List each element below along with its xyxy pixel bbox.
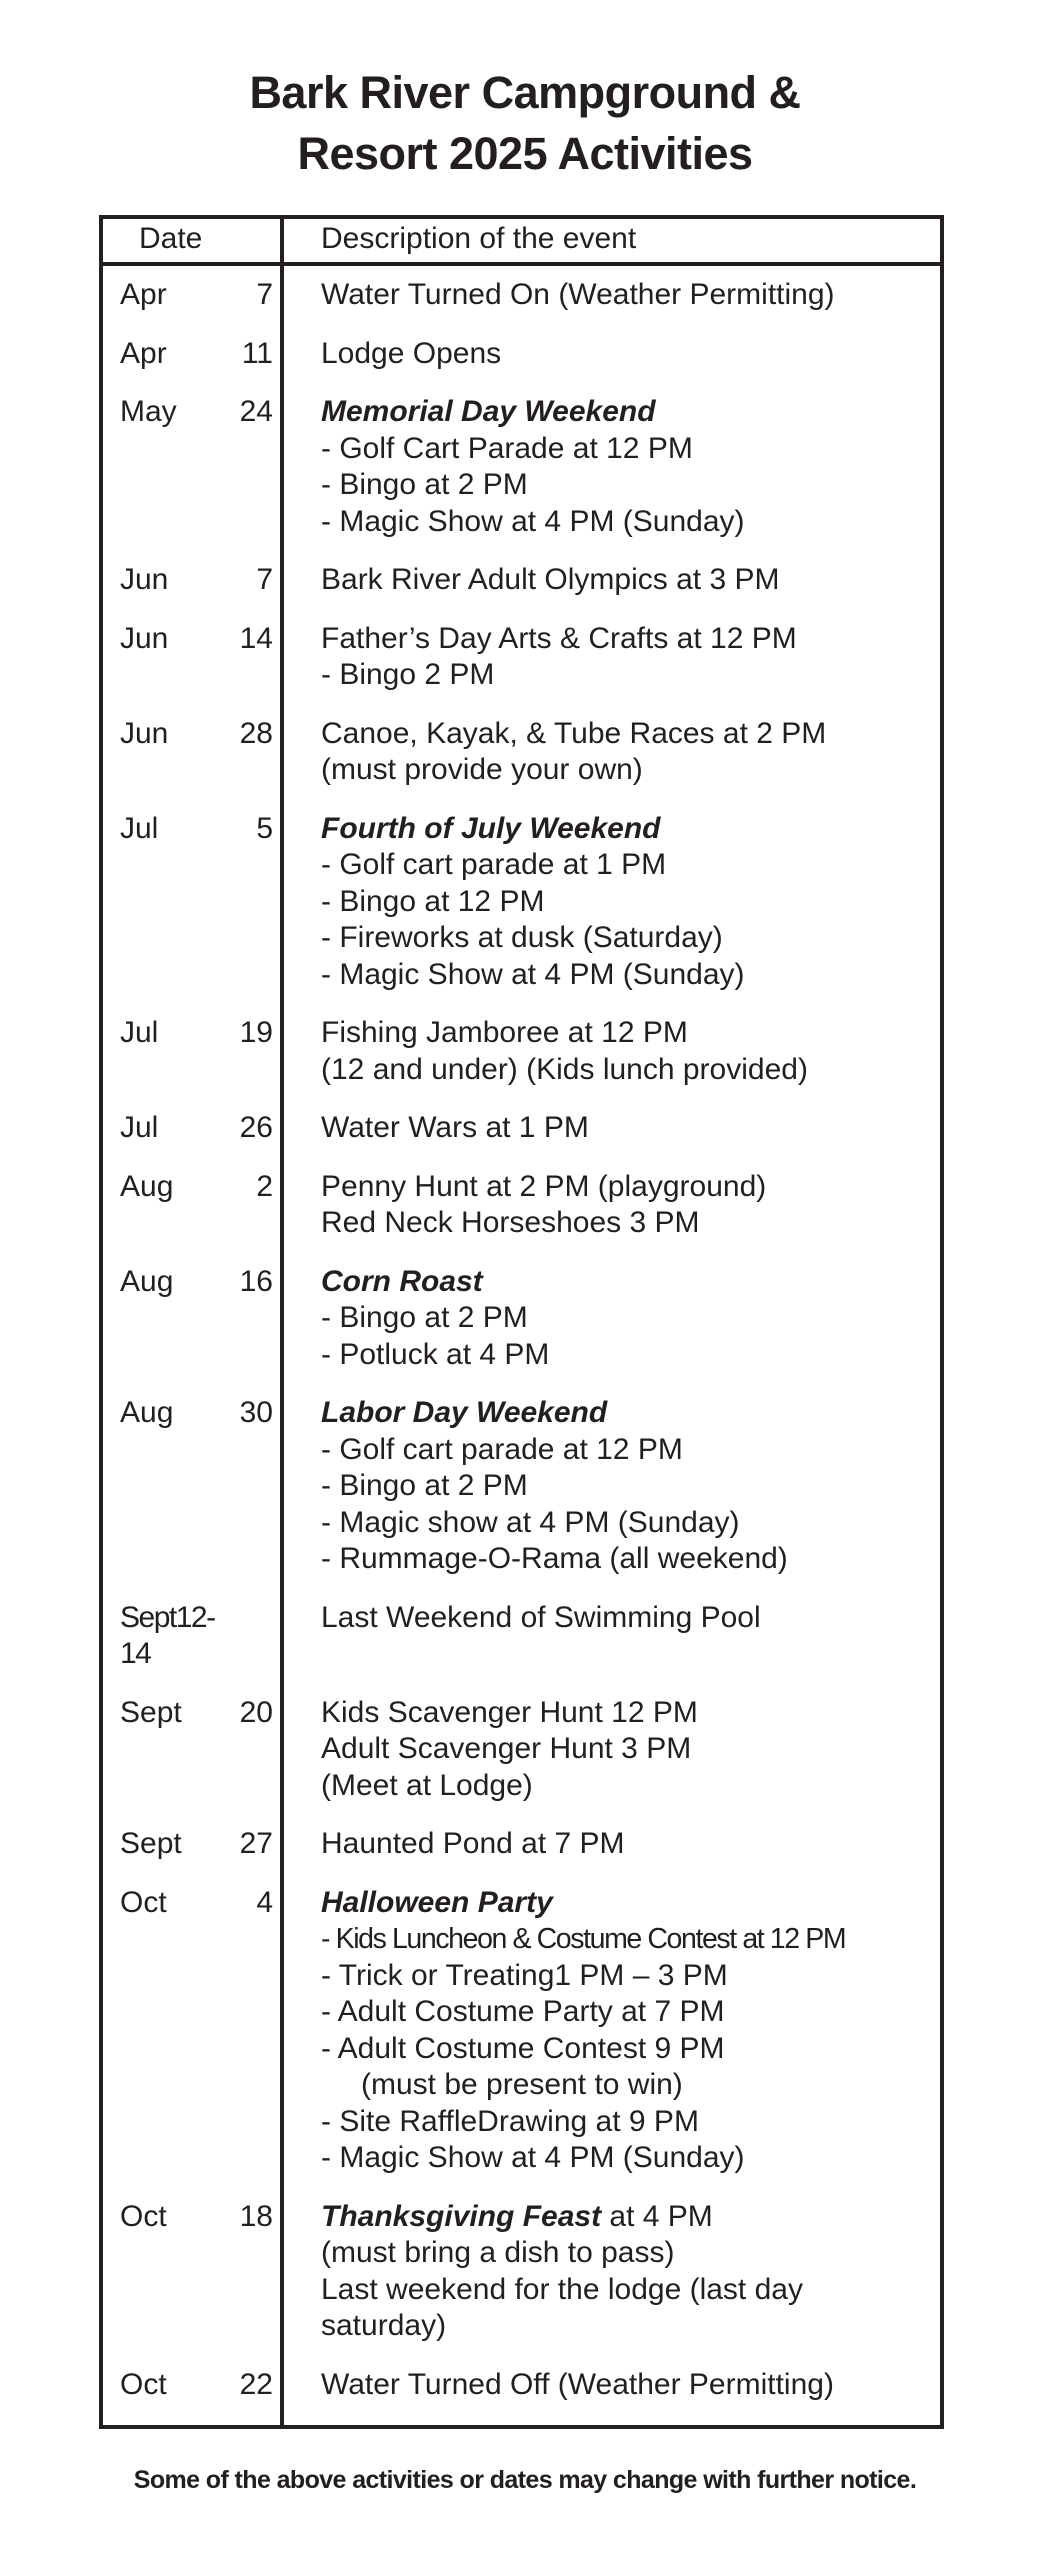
event-date bbox=[103, 1004, 284, 1099]
description-line bbox=[321, 1921, 940, 1958]
description-text: Water Turned On (Weather Permitting) bbox=[321, 278, 835, 311]
description-line bbox=[321, 1052, 940, 1089]
description-text: - Bingo at 2 PM bbox=[321, 1469, 528, 1502]
description-line bbox=[321, 621, 940, 658]
description-line bbox=[321, 2308, 940, 2345]
event-day: 7 bbox=[256, 278, 273, 311]
description-text: Canoe, Kayak, & Tube Races at 2 PM bbox=[321, 716, 827, 750]
description-text: Lodge Opens bbox=[321, 336, 502, 370]
description-line bbox=[321, 1600, 940, 1637]
description-text: - Golf Cart Parade at 12 PM bbox=[321, 431, 693, 465]
event-day: 26 bbox=[239, 1111, 273, 1144]
description-line bbox=[321, 1110, 940, 1147]
event-day: 2 bbox=[256, 1169, 273, 1203]
description-line bbox=[321, 1958, 940, 1995]
description-line bbox=[321, 394, 940, 431]
description-text: (must be present to win) bbox=[361, 2068, 683, 2101]
event-date bbox=[103, 1158, 284, 1253]
event-description bbox=[284, 2356, 940, 2426]
table-row bbox=[103, 1874, 940, 2188]
description-text: Kids Scavenger Hunt 12 PM bbox=[321, 1695, 698, 1729]
event-description bbox=[284, 2188, 940, 2356]
event-description bbox=[284, 1589, 940, 1684]
event-description bbox=[284, 1384, 940, 1589]
description-line bbox=[321, 1432, 940, 1469]
description-text: Haunted Pond at 7 PM bbox=[321, 1827, 625, 1860]
event-month: Sept bbox=[120, 1827, 182, 1860]
description-line bbox=[321, 1169, 940, 1206]
description-line bbox=[321, 467, 940, 504]
header-date: Date bbox=[103, 219, 284, 262]
event-date bbox=[103, 1384, 284, 1589]
description-text: Last weekend for the lodge (last day bbox=[321, 2272, 803, 2306]
event-date bbox=[103, 1684, 284, 1816]
table-row bbox=[103, 1384, 940, 1589]
description-line bbox=[321, 2272, 940, 2309]
description-text: Water Turned Off (Weather Permitting) bbox=[321, 2367, 834, 2401]
event-description bbox=[284, 325, 940, 384]
description-line bbox=[321, 1731, 940, 1768]
event-heading: Memorial Day Weekend bbox=[321, 395, 656, 428]
description-line bbox=[321, 1541, 940, 1578]
description-text: Penny Hunt at 2 PM (playground) bbox=[321, 1169, 767, 1203]
description-text: - Adult Costume Contest 9 PM bbox=[321, 2031, 725, 2065]
description-line bbox=[321, 847, 940, 884]
event-month: Aug bbox=[120, 1264, 174, 1298]
description-line bbox=[321, 657, 940, 694]
description-text: - Bingo at 12 PM bbox=[321, 884, 545, 918]
event-month: Oct bbox=[120, 2367, 167, 2401]
description-text: saturday) bbox=[321, 2309, 447, 2342]
description-line bbox=[321, 1695, 940, 1732]
table-row bbox=[103, 705, 940, 800]
table-row bbox=[103, 1684, 940, 1816]
event-month: Sept12-14 bbox=[120, 1600, 215, 1670]
description-line bbox=[321, 2104, 940, 2141]
table-row bbox=[103, 1589, 940, 1684]
description-text: - Magic Show at 4 PM (Sunday) bbox=[321, 504, 745, 538]
description-line bbox=[321, 2067, 940, 2104]
event-month: Aug bbox=[120, 1169, 174, 1203]
title-line-1: Bark River Campground & bbox=[249, 67, 801, 118]
description-text: Father’s Day Arts & Crafts at 12 PM bbox=[321, 621, 797, 655]
event-day bbox=[229, 1600, 280, 1673]
event-day: 7 bbox=[256, 563, 273, 596]
description-text: Last Weekend of Swimming Pool bbox=[321, 1600, 761, 1634]
description-line bbox=[321, 2235, 940, 2272]
table-row bbox=[103, 610, 940, 705]
activities-table bbox=[99, 215, 944, 2429]
description-text: Fishing Jamboree at 12 PM bbox=[321, 1016, 688, 1049]
event-month: Jun bbox=[120, 716, 169, 750]
event-month: Oct bbox=[120, 1885, 167, 1919]
table-row bbox=[103, 2188, 940, 2356]
description-text: - Rummage-O-Rama (all weekend) bbox=[321, 1542, 788, 1575]
description-line bbox=[321, 277, 940, 314]
event-date bbox=[103, 1099, 284, 1158]
description-line bbox=[321, 2367, 940, 2404]
description-line bbox=[321, 811, 940, 848]
description-line bbox=[321, 1205, 940, 1242]
description-text: Adult Scavenger Hunt 3 PM bbox=[321, 1732, 692, 1765]
event-description bbox=[284, 1815, 940, 1874]
description-line bbox=[321, 1885, 940, 1922]
table-row bbox=[103, 1158, 940, 1253]
description-text: (Meet at Lodge) bbox=[321, 1768, 533, 1802]
event-month: Apr bbox=[120, 336, 167, 370]
description-line bbox=[321, 1337, 940, 1374]
description-text: - Bingo 2 PM bbox=[321, 658, 495, 691]
event-day: 22 bbox=[239, 2367, 273, 2401]
event-description bbox=[284, 383, 940, 551]
event-day: 18 bbox=[239, 2199, 273, 2233]
table-row bbox=[103, 266, 940, 325]
event-day: 19 bbox=[239, 1016, 273, 1049]
event-date bbox=[103, 705, 284, 800]
table-row bbox=[103, 551, 940, 610]
description-line bbox=[321, 1505, 940, 1542]
event-day: 20 bbox=[239, 1695, 273, 1729]
event-day: 14 bbox=[239, 621, 273, 655]
description-line bbox=[321, 562, 940, 599]
event-month: Jul bbox=[120, 1111, 159, 1144]
event-date bbox=[103, 610, 284, 705]
event-day: 16 bbox=[239, 1264, 273, 1298]
event-day: 27 bbox=[239, 1827, 273, 1860]
event-day: 5 bbox=[256, 811, 273, 845]
event-description bbox=[284, 1158, 940, 1253]
description-line bbox=[321, 716, 940, 753]
event-date bbox=[103, 1589, 284, 1684]
event-description bbox=[284, 800, 940, 1005]
event-date bbox=[103, 2188, 284, 2356]
description-line bbox=[321, 2031, 940, 2068]
event-month: Jun bbox=[120, 621, 169, 655]
description-text: - Bingo at 2 PM bbox=[321, 468, 528, 501]
description-text: - Trick or Treating1 PM – 3 PM bbox=[321, 1958, 728, 1992]
event-description bbox=[284, 705, 940, 800]
event-date bbox=[103, 1815, 284, 1874]
event-day: 4 bbox=[256, 1885, 273, 1919]
event-heading: Fourth of July Weekend bbox=[321, 811, 661, 845]
event-month: Jul bbox=[120, 811, 159, 845]
description-line bbox=[321, 957, 940, 994]
table-row bbox=[103, 1004, 940, 1099]
table-row bbox=[103, 800, 940, 1005]
description-line bbox=[321, 1994, 940, 2031]
description-text: (must bring a dish to pass) bbox=[321, 2236, 675, 2269]
event-month: Aug bbox=[120, 1396, 174, 1429]
description-text: (12 and under) (Kids lunch provided) bbox=[321, 1052, 808, 1086]
description-text: - Bingo at 2 PM bbox=[321, 1301, 528, 1334]
event-heading: Thanksgiving Feast bbox=[321, 2199, 602, 2233]
description-text: (must provide your own) bbox=[321, 753, 643, 786]
description-line bbox=[321, 884, 940, 921]
header-description: Description of the event bbox=[321, 222, 637, 255]
table-row bbox=[103, 1253, 940, 1385]
footer-notice: Some of the above activities or dates may change with further notice. bbox=[133, 2466, 917, 2494]
description-line bbox=[321, 2140, 940, 2177]
description-line bbox=[321, 1768, 940, 1805]
event-month: Apr bbox=[120, 278, 167, 311]
event-description bbox=[284, 1099, 940, 1158]
event-heading: Corn Roast bbox=[321, 1264, 483, 1298]
description-text: - Fireworks at dusk (Saturday) bbox=[321, 921, 723, 954]
table-row bbox=[103, 1099, 940, 1158]
event-date bbox=[103, 2356, 284, 2426]
event-month: Sept bbox=[120, 1695, 182, 1729]
description-text: - Site RaffleDrawing at 9 PM bbox=[321, 2104, 699, 2138]
description-text: - Kids Luncheon & Costume Contest at 12 PM bbox=[321, 1923, 846, 1955]
description-line bbox=[321, 1300, 940, 1337]
description-line bbox=[321, 1468, 940, 1505]
description-line bbox=[321, 2199, 940, 2236]
table-row bbox=[103, 383, 940, 551]
description-text: - Magic Show at 4 PM (Sunday) bbox=[321, 957, 745, 991]
description-text: - Potluck at 4 PM bbox=[321, 1337, 550, 1371]
event-description bbox=[284, 1253, 940, 1385]
description-line bbox=[321, 1264, 940, 1301]
description-text: Bark River Adult Olympics at 3 PM bbox=[321, 563, 780, 596]
table-row bbox=[103, 2356, 940, 2426]
event-date bbox=[103, 383, 284, 551]
table-row bbox=[103, 1815, 940, 1874]
event-date bbox=[103, 325, 284, 384]
title-line-2: Resort 2025 Activities bbox=[297, 128, 753, 179]
event-day: 28 bbox=[239, 716, 273, 750]
description-text: at 4 PM bbox=[601, 2199, 713, 2233]
page-title bbox=[0, 62, 1050, 184]
event-day: 30 bbox=[239, 1396, 273, 1429]
description-text: Red Neck Horseshoes 3 PM bbox=[321, 1206, 700, 1239]
event-description bbox=[284, 1874, 940, 2188]
description-line bbox=[321, 336, 940, 373]
event-description bbox=[284, 551, 940, 610]
description-text: - Golf cart parade at 12 PM bbox=[321, 1432, 683, 1466]
event-month: Jun bbox=[120, 563, 169, 596]
table-row bbox=[103, 325, 940, 384]
event-date bbox=[103, 551, 284, 610]
event-date bbox=[103, 1874, 284, 2188]
event-description bbox=[284, 610, 940, 705]
event-heading: Labor Day Weekend bbox=[321, 1396, 608, 1429]
table-body bbox=[103, 266, 940, 2425]
description-line bbox=[321, 1015, 940, 1052]
event-month: Oct bbox=[120, 2199, 167, 2233]
description-line bbox=[321, 1826, 940, 1863]
description-text: - Magic Show at 4 PM (Sunday) bbox=[321, 2141, 745, 2174]
table-header bbox=[103, 219, 940, 266]
event-date bbox=[103, 800, 284, 1005]
event-heading: Halloween Party bbox=[321, 1885, 553, 1919]
event-description bbox=[284, 266, 940, 325]
description-line bbox=[321, 431, 940, 468]
event-description bbox=[284, 1684, 940, 1816]
event-month: Jul bbox=[120, 1016, 159, 1049]
event-day: 11 bbox=[241, 336, 273, 370]
event-description bbox=[284, 1004, 940, 1099]
description-text: - Magic show at 4 PM (Sunday) bbox=[321, 1505, 740, 1539]
description-text: Water Wars at 1 PM bbox=[321, 1111, 589, 1144]
description-line bbox=[321, 920, 940, 957]
event-date bbox=[103, 266, 284, 325]
event-date bbox=[103, 1253, 284, 1385]
event-month: May bbox=[120, 395, 177, 428]
description-line bbox=[321, 504, 940, 541]
event-day: 24 bbox=[239, 395, 273, 428]
description-line bbox=[321, 1395, 940, 1432]
description-text: - Golf cart parade at 1 PM bbox=[321, 848, 667, 881]
description-text: - Adult Costume Party at 7 PM bbox=[321, 1995, 725, 2028]
description-line bbox=[321, 752, 940, 789]
